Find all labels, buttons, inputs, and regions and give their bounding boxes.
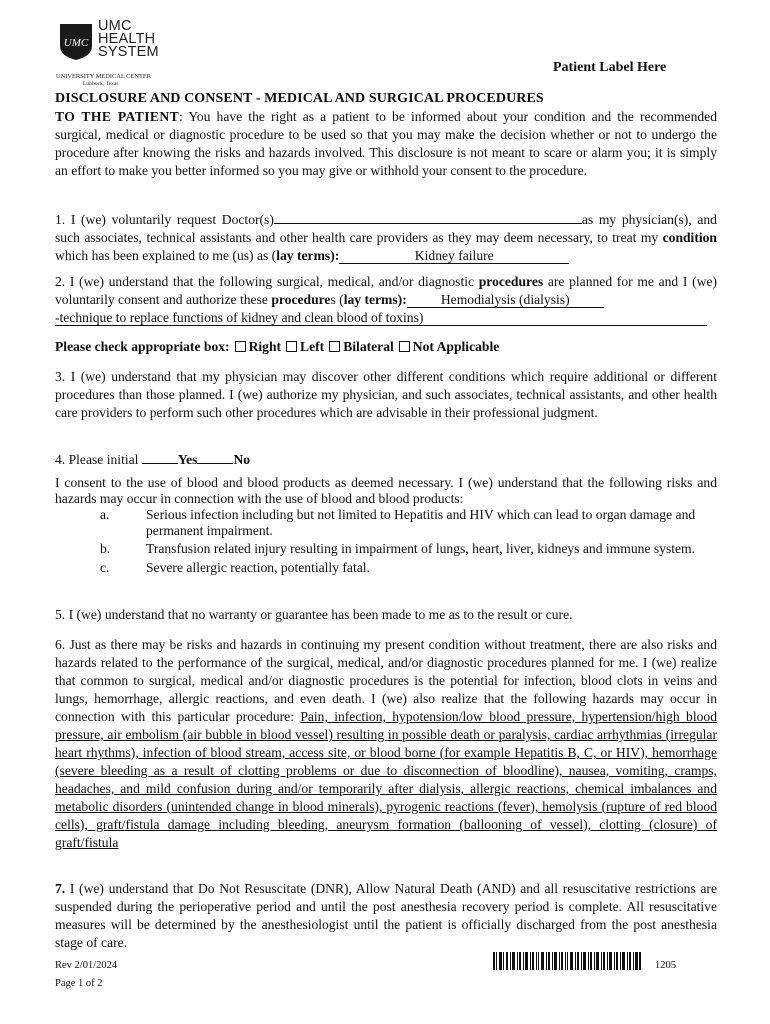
section-2: 2. I (we) understand that the following surgical, medical, and/or diagnostic procedures are planned for me and I (we) voluntarily consent and authorize these procedures (lay terms): Hemodialysis (dialysis) -technique to replace functions of kidney and clean blood of toxins) — [55, 274, 718, 325]
svg-text:UMC: UMC — [63, 37, 89, 49]
initial-no-field[interactable] — [197, 449, 233, 464]
condition-field[interactable]: Kidney failure — [339, 248, 569, 264]
barcode-icon — [493, 952, 641, 970]
procedure-field[interactable]: Hemodialysis (dialysis) — [407, 292, 604, 308]
logo-wordmark: UMC HEALTH SYSTEM — [98, 18, 159, 60]
initial-yes-field[interactable] — [142, 449, 178, 464]
page-number: Page 1 of 2 — [55, 978, 103, 989]
side-checkbox-row: Please check appropriate box: Right Left Bilateral Not Applicable — [55, 339, 500, 354]
section-1: 1. I (we) voluntarily request Doctor(s) as my physician(s), and such associates, technical assistants and other health care providers as they may deem necessary, to treat my condition which has been explained to me (us) as (lay terms): Kidney failure — [55, 209, 717, 265]
section-6: 6. Just as there may be risks and hazards in continuing my present condition without treatment, there are also risks and hazards related to the performance of the surgical, medical, and/or diagnostic procedures planned for me. I (we) realize that common to surgical, medical and/or diagnostic procedures is the potential for infection, blood clots in veins and lungs, hemorrhage, allergic reactions, and even death. I (we) also realize that the following hazards may occur in connection with this particular procedure: Pain, infection, hypotension/low blood pressure, hypertension/high blood pressure, air embolism (air bubble in blood vessel) resulting in possible death or paralysis, cardiac arrhythmias (irregular heart rhythms), infection of blood stream, access site, or blood borne (for example Hepatitis B, C, or HIV), hemorrhage (severe bleeding as a result of clotting problems or due to disconnection of bloodline), nausea, vomiting, cramps, headaches, and mild confusion during and/or temporarily after dialysis, allergic reactions, chemical imbalances and metabolic disorders (unintended change in blood minerals), pyrogenic reactions (fever), hemolysis (rupture of red blood cells), graft/fistula damage including bleeding, aneurysm formation (ballooning of vessel), clotting (closure) of graft/fistula — [55, 637, 717, 850]
checkbox-bilateral[interactable] — [329, 341, 340, 352]
section-4-initial: 4. Please initial Yes No — [55, 449, 717, 469]
list-item: a. Serious infection including but not limited to Hepatitis and HIV which can lead to organ damage and permanent impairment. — [100, 507, 696, 538]
logo-city: Lubbock, Texas — [83, 81, 119, 87]
umc-shield-icon — [58, 22, 94, 62]
section-3: 3. I (we) understand that my physician may discover other different conditions which require additional or different procedures than those planned. I (we) authorize my physician, and such associates, technical assistants, and other health care providers to perform such other procedures which are advisable in their professional judgment. — [55, 369, 717, 420]
logo-subtitle: UNIVERSITY MEDICAL CENTER — [56, 73, 152, 80]
procedure-field-line2[interactable]: -technique to replace functions of kidney and clean blood of toxins) — [55, 310, 707, 326]
checkbox-not-applicable[interactable] — [399, 341, 410, 352]
blood-risk-list — [100, 507, 717, 578]
patient-label-placeholder: Patient Label Here — [553, 60, 667, 75]
umc-logo — [56, 20, 176, 90]
procedure-hazards: Pain, infection, hypotension/low blood pressure, hypertension/high blood pressure, air embolism (air bubble in blood vessel) resulting in possible death or paralysis, cardiac arrhythmias (irregular heart rhythms), infection of blood stream, access site, or blood borne (for example Hepatitis B, C, or HIV), hemorrhage (severe bleeding as a result of clotting problems or due to disconnection of bloodline), nausea, vomiting, cramps, headaches, and mild confusion during and/or temporarily after dialysis, allergic reactions, chemical imbalances and metabolic disorders (unintended change in blood minerals), pyrogenic reactions (fever), hemolysis (rupture of red blood cells), graft/fistula damage including bleeding, aneurysm formation (ballooning of vessel), clotting (closure) of graft/fistula — [55, 709, 717, 850]
section-7: 7. I (we) understand that Do Not Resuscitate (DNR), Allow Natural Death (AND) and all resuscitative restrictions are suspended during the perioperative period and until the post anesthesia recovery period is complete. All resuscitative measures will be determined by the anesthesiologist until the patient is officially discharged from the post anesthesia stage of care. — [55, 881, 717, 950]
checkbox-left[interactable] — [286, 341, 297, 352]
list-item: b. Transfusion related injury resulting in impairment of lungs, heart, liver, kidneys and immune system. — [100, 541, 696, 556]
intro-paragraph: TO THE PATIENT: You have the right as a patient to be informed about your condition and the recommended surgical, medical or diagnostic procedure to be used so that you may make the decision whether or not to undergo the procedure after knowing the risks and hazards involved. This disclosure is not meant to scare or alarm you; it is simply an effort to make you better informed so you may give or withhold your consent to the procedure. — [55, 109, 717, 178]
form-number: 1205 — [655, 960, 676, 971]
checkbox-right[interactable] — [235, 341, 246, 352]
revision-date: Rev 2/01/2024 — [55, 960, 118, 971]
section-5: 5. I (we) understand that no warranty or guarantee has been made to me as to the result or cure. — [55, 607, 573, 622]
physician-name-field[interactable] — [274, 209, 582, 224]
document-title: DISCLOSURE AND CONSENT - MEDICAL AND SURGICAL PROCEDURES — [55, 91, 544, 106]
list-item: c. Severe allergic reaction, potentially fatal. — [100, 559, 370, 575]
blood-consent-text: I consent to the use of blood and blood products as deemed necessary. I (we) understand that the following risks and hazards may occur in connection with the use of blood and blood products: — [55, 475, 717, 506]
